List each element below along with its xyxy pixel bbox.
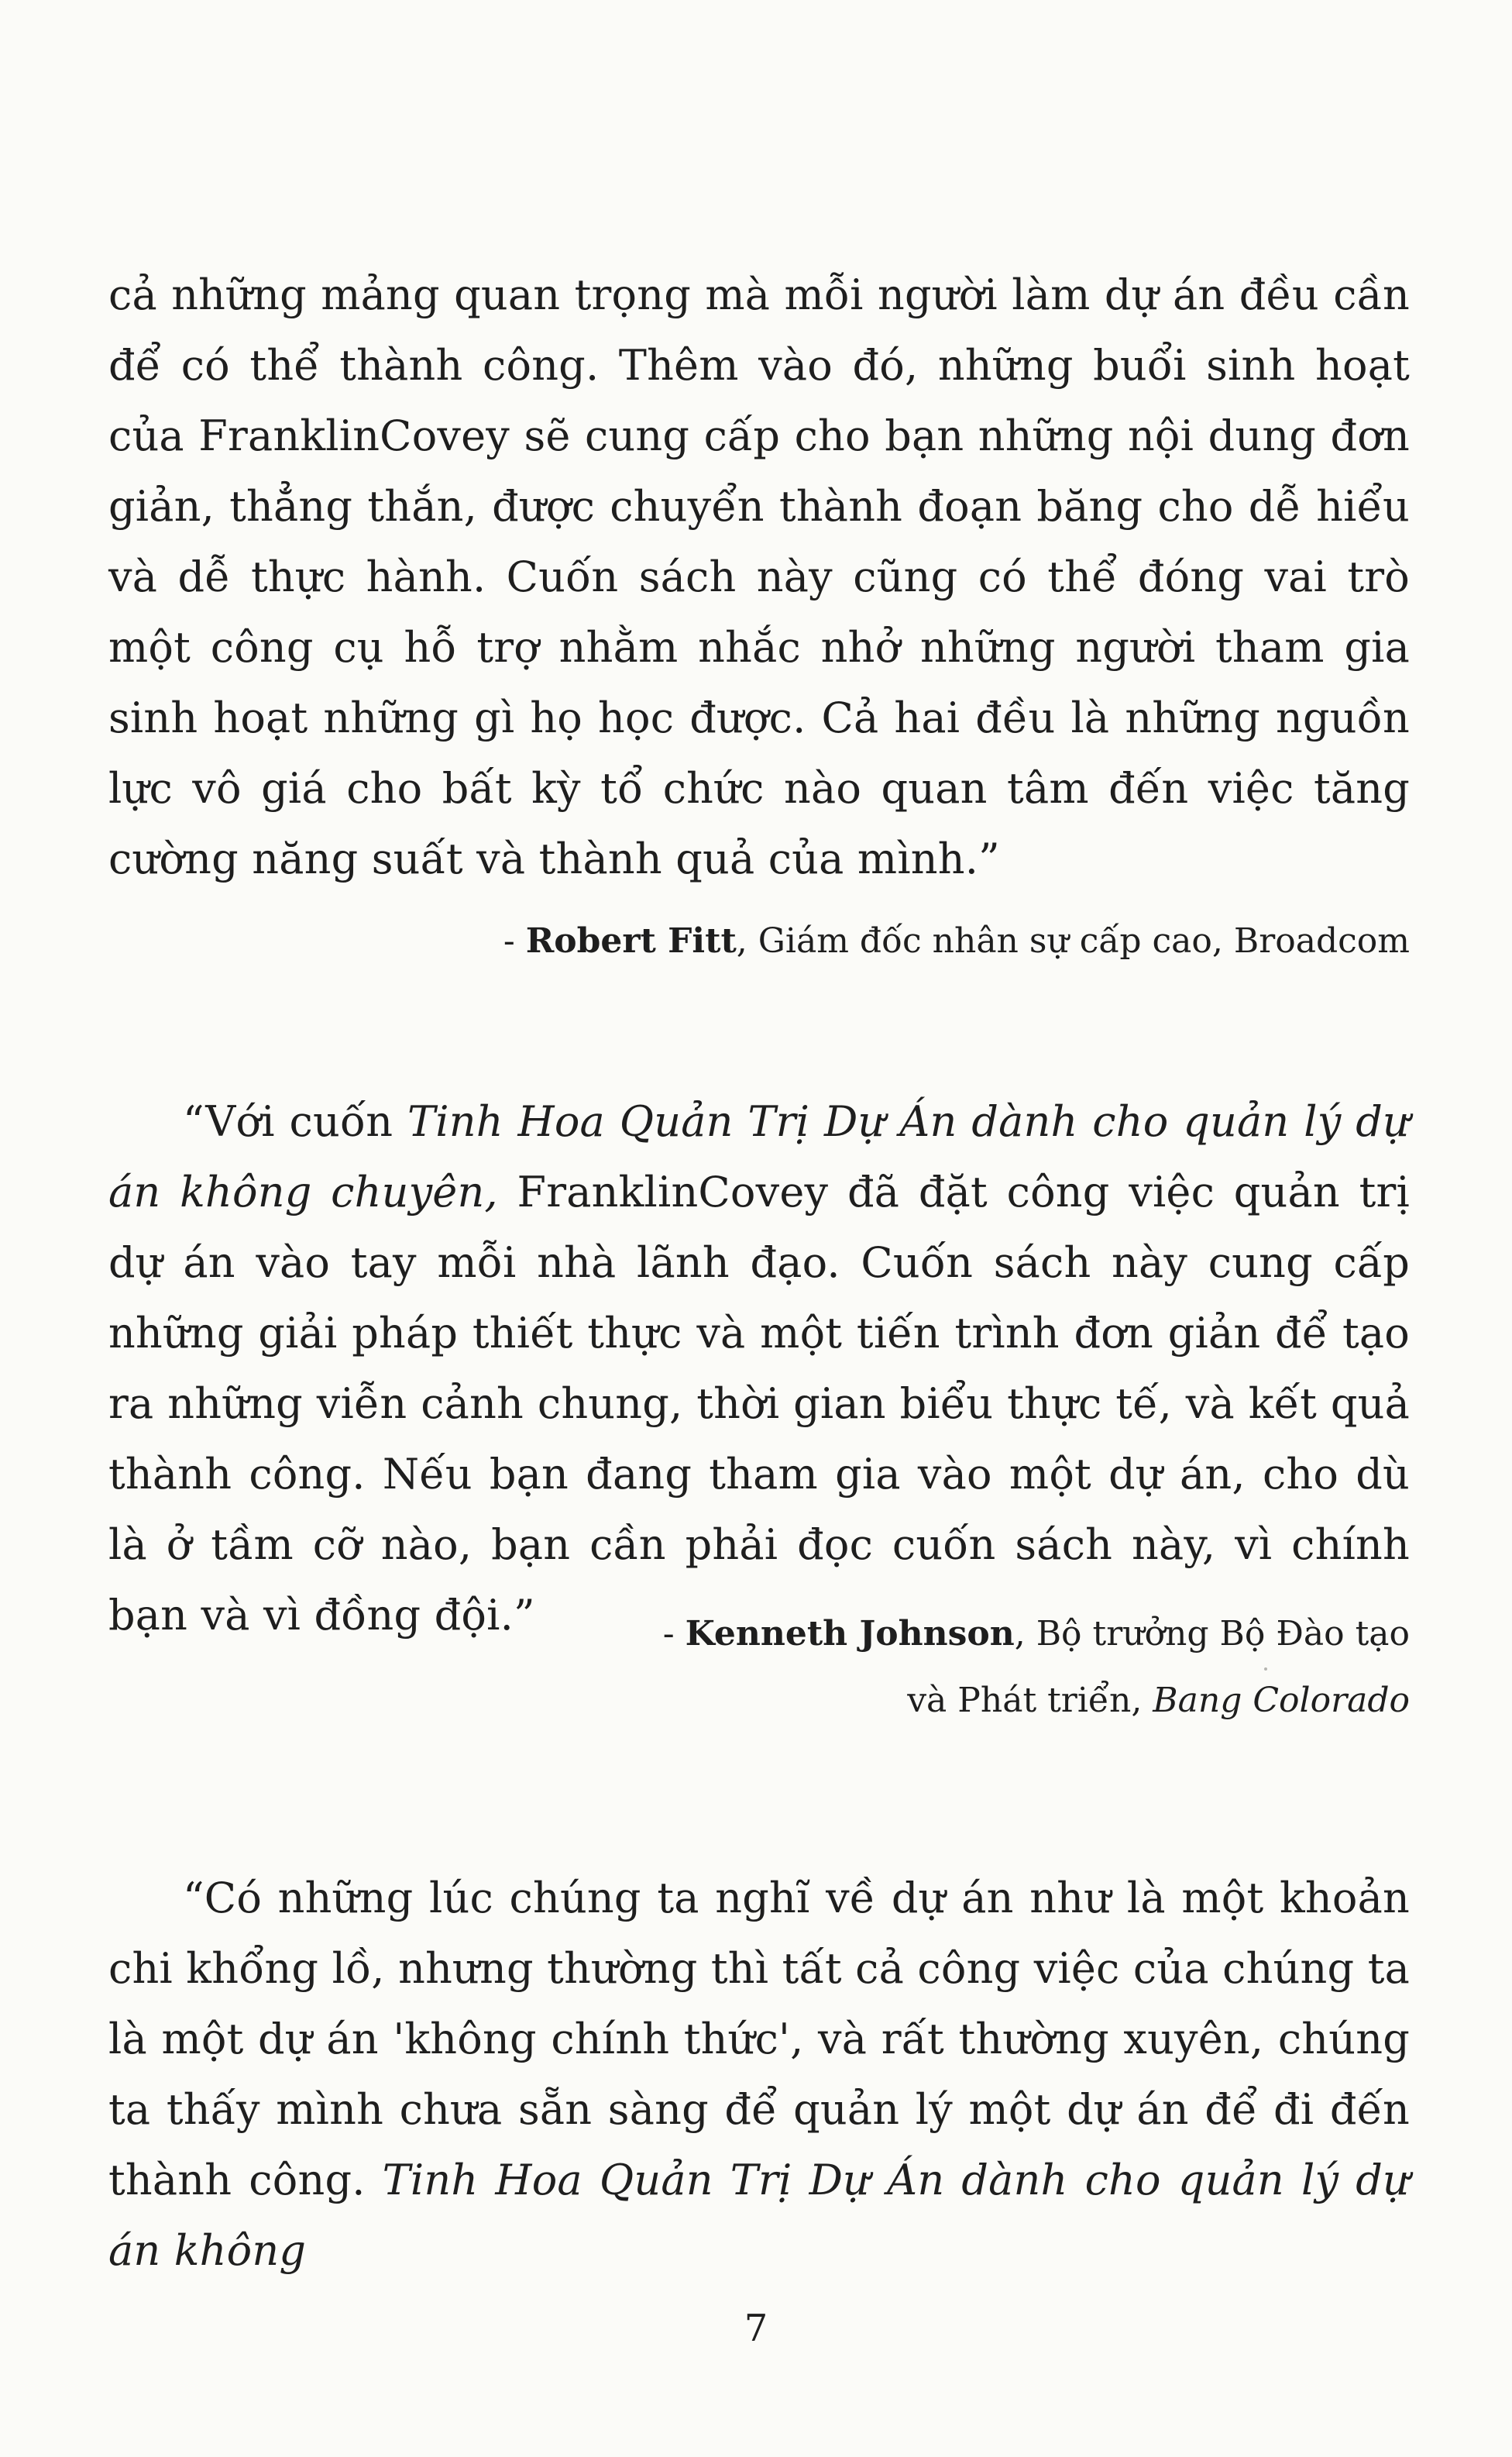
quote-body: FranklinCovey đã đặt công việc quản trị dự án vào tay mỗi nhà lãnh đạo. Cuốn sách này cung cấp những giải pháp thiết thực và một tiến trình đơn giản để tạo ra những viễn cảnh chung, thời gian biểu thực tế, và kết quả thành công. Nếu bạn đang tham gia vào một dự án, cho dù là ở tầm cỡ nào, bạn cần phải đọc cuốn sách này, vì chính bạn và vì đồng đội.” — [108, 1168, 1410, 1640]
print-speck — [1264, 1667, 1267, 1671]
attribution-line-1 — [108, 1601, 1410, 1667]
book-title: Tinh Hoa Quản Trị Dự Án dành cho quản lý dự án không chuyên, — [108, 1097, 1411, 1216]
attribution-kenneth-johnson — [108, 1601, 1410, 1734]
attribution-dash: - — [503, 921, 526, 961]
quote-body: “Có những lúc chúng ta nghĩ về dự án như là một khoản chi khổng lồ, nhưng thường thì tất cả công việc của chúng ta là một dự án 'không chính thức', và rất thường xuyên, chúng ta thấy mình chưa sẵn sàng để quản lý một dự án để đi đến thành công. — [108, 1874, 1410, 2204]
attribution-line — [108, 908, 1410, 975]
quote-kenneth-johnson — [108, 1086, 1410, 1650]
attribution-state: Bang Colorado — [1153, 1681, 1410, 1720]
quote-text: cả những mảng quan trọng mà mỗi người làm dự án đều cần để có thể thành công. Thêm vào đó, những buổi sinh hoạt của FranklinCovey sẽ cung cấp cho bạn những nội dung đơn giản, thẳng thắn, được chuyển thành đoạn băng cho dễ hiểu và dễ thực hành. Cuốn sách này cũng có thể đóng vai trò một công cụ hỗ trợ nhằm nhắc nhở những người tham gia sinh hoạt những gì họ học được. Cả hai đều là những nguồn lực vô giá cho bất kỳ tổ chức nào quan tâm đến việc tăng cường năng suất và thành quả của mình.” — [108, 270, 1410, 883]
attribution-name: Robert Fitt — [525, 921, 737, 961]
quote-open: “Với cuốn — [183, 1097, 408, 1146]
attribution-robert-fitt — [108, 908, 1410, 975]
attribution-dash: - — [662, 1614, 686, 1653]
attribution-line-2 — [108, 1667, 1410, 1734]
quote-third — [108, 1863, 1410, 2286]
quote-text — [108, 1086, 1410, 1650]
quote-text — [108, 1863, 1410, 2286]
attribution-role-cont: và Phát triển, — [907, 1681, 1153, 1720]
attribution-name: Kenneth Johnson — [685, 1614, 1015, 1653]
quote-robert-fitt — [108, 260, 1410, 894]
page-number: 7 — [744, 2307, 768, 2350]
attribution-role: , Giám đốc nhân sự cấp cao, Broadcom — [736, 921, 1410, 961]
attribution-role: , Bộ trưởng Bộ Đào tạo — [1014, 1614, 1410, 1653]
book-title: Tinh Hoa Quản Trị Dự Án dành cho quản lý dự án không — [108, 2156, 1411, 2275]
